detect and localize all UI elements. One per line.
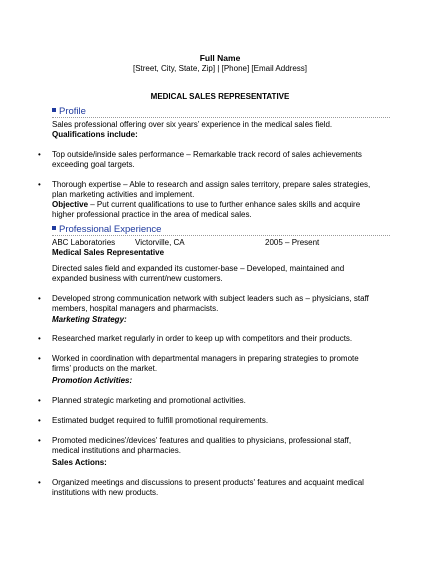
bullet-icon: • — [38, 334, 41, 343]
section-divider — [52, 117, 390, 118]
list-item-cont: firms’ products on the market. — [52, 364, 158, 373]
bullet-icon: • — [38, 396, 41, 405]
list-item: Organized meetings and discussions to present products' features and acquaint medical — [52, 478, 364, 487]
bullet-icon: • — [38, 436, 41, 445]
experience-intro-cont: expanded business with current/new customers. — [52, 274, 223, 283]
objective-line: Objective – Put current qualifications to use to further enhance sales skills and acquire — [52, 200, 361, 209]
promotion-activities-label: Promotion Activities: — [52, 376, 133, 385]
list-item-cont: exceeding goal targets. — [52, 160, 135, 169]
section-divider — [52, 235, 390, 236]
experience-heading: Professional Experience — [52, 224, 161, 236]
bullet-icon: • — [38, 150, 41, 159]
list-item-cont: members, hospital managers and pharmacists. — [52, 304, 219, 313]
list-item-cont: medical institutions and pharmacies. — [52, 446, 181, 455]
bullet-icon: • — [38, 180, 41, 189]
list-item: Promoted medicines'/devices' features and qualities to physicians, professional staff, — [52, 436, 352, 445]
list-item-cont: plan marketing activities and implement. — [52, 190, 195, 199]
list-item: Developed strong communication network with subject leaders such as – physicians, staff — [52, 294, 369, 303]
objective-line-cont: higher professional practice in the area of medical sales. — [52, 210, 252, 219]
contact-line: [Street, City, State, Zip] | [Phone] [Email Address] — [132, 64, 307, 73]
list-item: Planned strategic marketing and promotional activities. — [52, 396, 246, 405]
qualifications-label: Qualifications include: — [52, 130, 138, 139]
square-bullet-icon — [52, 226, 56, 230]
list-item: Thorough expertise – Able to research and assign sales territory, prepare sales strategies, — [52, 180, 371, 189]
company-name: ABC Laboratories — [52, 238, 116, 247]
bullet-icon: • — [38, 416, 41, 425]
employment-dates: 2005 – Present — [265, 238, 320, 247]
list-item: Estimated budget required to fulfill promotional requirements. — [52, 416, 269, 425]
bullet-icon: • — [38, 478, 41, 487]
profile-summary: Sales professional offering over six years’ experience in the medical sales field. — [52, 120, 333, 129]
list-item: Top outside/inside sales performance – Remarkable track record of sales achievements — [52, 150, 362, 159]
job-title: MEDICAL SALES REPRESENTATIVE — [150, 92, 290, 101]
bullet-icon: • — [38, 354, 41, 363]
role-title: Medical Sales Representative — [52, 248, 165, 257]
list-item: Researched market regularly in order to keep up with competitors and their products. — [52, 334, 353, 343]
list-item: Worked in coordination with departmental managers in preparing strategies to promote — [52, 354, 359, 363]
marketing-strategy-label: Marketing Strategy: — [52, 315, 127, 324]
company-location: Victorville, CA — [135, 238, 185, 247]
sales-actions-label: Sales Actions: — [52, 458, 107, 467]
profile-heading: Profile — [52, 106, 86, 118]
full-name: Full Name — [199, 53, 241, 63]
list-item-cont: institutions with new products. — [52, 488, 159, 497]
square-bullet-icon — [52, 108, 56, 112]
objective-label: Objective — [52, 200, 89, 209]
bullet-icon: • — [38, 294, 41, 303]
experience-intro: Directed sales field and expanded its customer-base – Developed, maintained and — [52, 264, 345, 273]
